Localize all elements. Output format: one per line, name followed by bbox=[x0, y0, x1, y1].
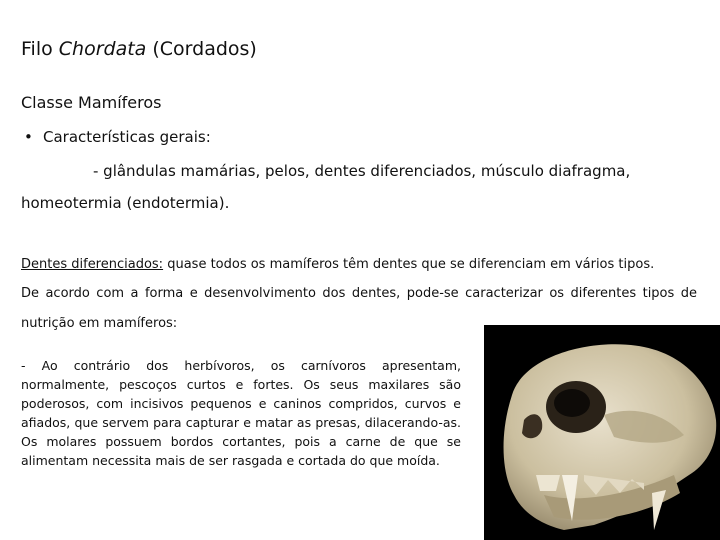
title-prefix: Filo bbox=[21, 38, 59, 60]
nutrition-line-1: De acordo com a forma e desenvolvimento dos dentes, pode-se caracterizar os diferentes tipos de bbox=[21, 286, 697, 301]
title-italic: Chordata bbox=[58, 38, 147, 60]
features-line-1: - glândulas mamárias, pelos, dentes diferenciados, músculo diafragma, bbox=[93, 162, 631, 180]
bullet-label: Características gerais: bbox=[43, 128, 211, 146]
lower-canine bbox=[652, 490, 666, 530]
slide-title bbox=[21, 38, 257, 60]
teeth-term: Dentes diferenciados: bbox=[21, 257, 164, 272]
nutrition-line-2: nutrição em mamíferos: bbox=[21, 316, 178, 331]
bullet-marker: • bbox=[24, 128, 33, 146]
slide-subtitle: Classe Mamíferos bbox=[21, 93, 162, 112]
incisors bbox=[536, 475, 560, 491]
skull-illustration bbox=[484, 325, 720, 540]
teeth-definition bbox=[21, 257, 654, 272]
title-suffix: (Cordados) bbox=[146, 38, 257, 60]
teeth-text: quase todos os mamíferos têm dentes que se diferenciam em vários tipos. bbox=[163, 257, 655, 272]
skull-image bbox=[484, 325, 720, 540]
features-line-2: homeotermia (endotermia). bbox=[21, 194, 230, 212]
carnivore-paragraph: - Ao contrário dos herbívoros, os carnívoros apresentam, normalmente, pescoços curtos e fortes. Os seus maxilares são poderosos, com incisivos pequenos e caninos compridos, curvos e afiados, que servem para capturar e matar as presas, dilacerando-as. Os molares possuem bordos cortantes, pois a carne de que se alimentam necessita mais de ser rasgada e cortada do que moída. bbox=[21, 358, 461, 468]
